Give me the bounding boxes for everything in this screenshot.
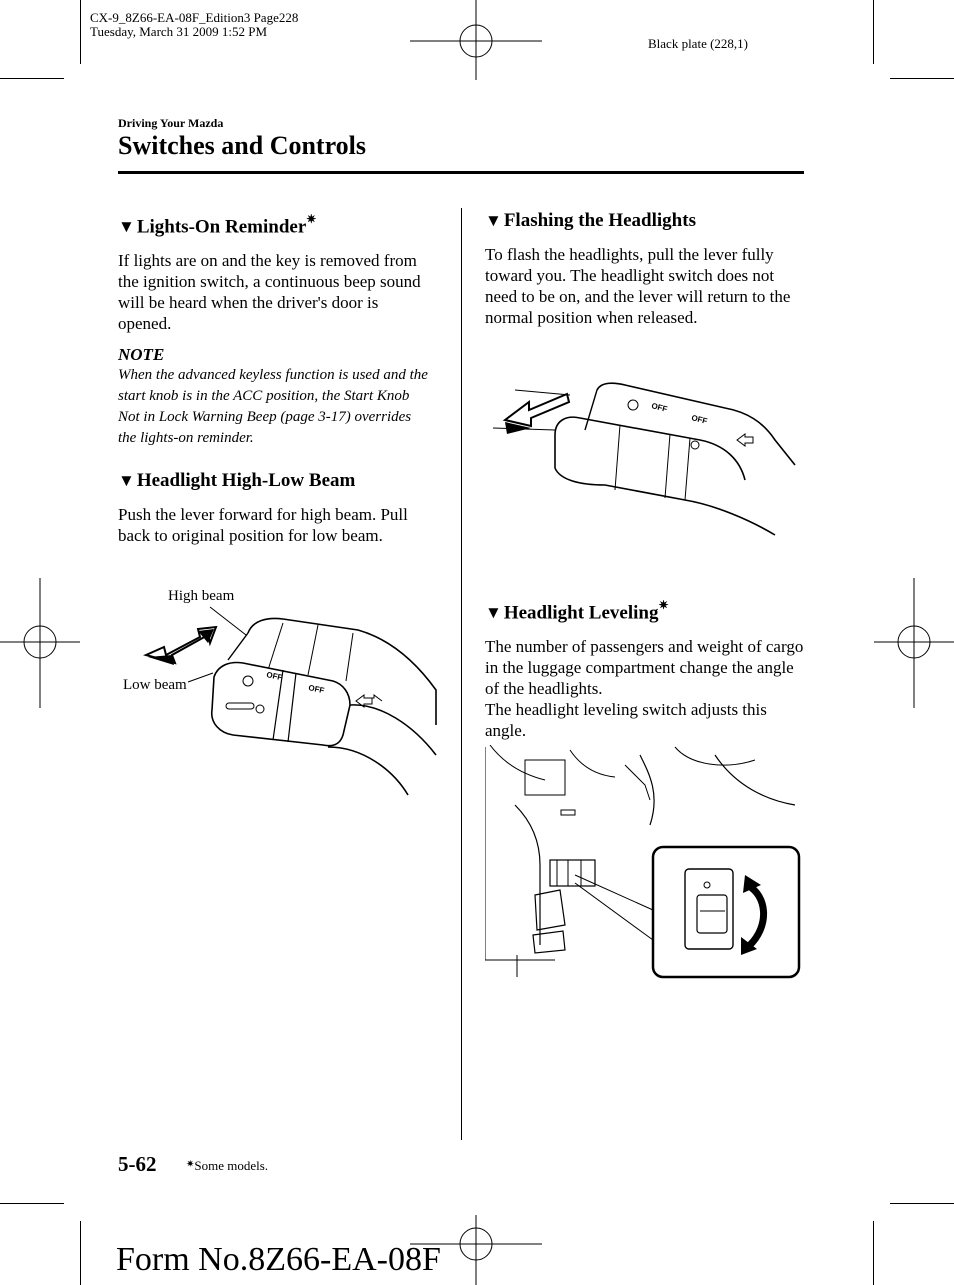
high-beam-label: High beam bbox=[168, 588, 235, 604]
footnote-text: Some models. bbox=[194, 1158, 269, 1173]
registration-mark-right-icon bbox=[874, 578, 954, 708]
headlight-lever-illustration-icon bbox=[118, 585, 438, 800]
chapter-label: Driving Your Mazda bbox=[118, 116, 224, 130]
section-headlight-leveling-heading bbox=[485, 596, 805, 624]
dashboard-leveling-illustration-icon bbox=[485, 745, 805, 980]
high-low-beam-text: Push the lever forward for high beam. Pull back to original position for low beam. bbox=[118, 505, 408, 546]
right-column-lower bbox=[485, 596, 805, 741]
off-label-4: OFF bbox=[690, 413, 709, 426]
headlight-leveling-text-1: The number of passengers and weight of cargo in the luggage compartment change the angle of the headlights. bbox=[485, 637, 804, 699]
column-divider bbox=[461, 208, 462, 1140]
section-title: Flashing the Headlights bbox=[503, 210, 696, 231]
flashing-headlights-figure bbox=[485, 360, 805, 540]
asterisk-icon: ✷ bbox=[658, 598, 669, 612]
asterisk-icon: ✷ bbox=[186, 1159, 195, 1170]
headlight-leveling-figure bbox=[485, 745, 805, 980]
section-title: Headlight Leveling bbox=[503, 602, 659, 624]
title-rule bbox=[118, 171, 804, 174]
down-triangle-icon: ▼ bbox=[485, 603, 502, 623]
flash-lever-illustration-icon bbox=[485, 360, 805, 540]
down-triangle-icon: ▼ bbox=[118, 471, 135, 491]
section-lights-on-reminder-heading bbox=[118, 210, 428, 238]
note-heading: NOTE bbox=[118, 345, 165, 365]
footnote bbox=[186, 1158, 268, 1174]
plate-label: Black plate (228,1) bbox=[648, 36, 748, 51]
right-column bbox=[485, 210, 805, 328]
off-label-3: OFF bbox=[650, 401, 669, 414]
note-text: When the advanced keyless function is used and the start knob is in the ACC position, the Start Knob Not in Lock Warning Beep (page 3-17) overrides the lights-on reminder. bbox=[118, 367, 428, 447]
flashing-headlights-text: To flash the headlights, pull the lever fully toward you. The headlight switch does not need to be on, and the lever will return to the normal position when released. bbox=[485, 245, 791, 327]
asterisk-icon: ✷ bbox=[306, 212, 317, 226]
form-number: Form No.8Z66-EA-08F bbox=[116, 1241, 441, 1278]
print-header-line1: CX-9_8Z66-EA-08F_Edition3 Page228 bbox=[90, 10, 299, 25]
headlight-leveling-text-2: The headlight leveling switch adjusts this angle. bbox=[485, 700, 767, 741]
registration-mark-top-icon bbox=[410, 0, 542, 80]
off-label-2: OFF bbox=[307, 683, 326, 696]
lights-on-reminder-text: If lights are on and the key is removed from the ignition switch, a continuous beep sound will be heard when the driver's door is opened. bbox=[118, 251, 421, 334]
low-beam-label: Low beam bbox=[123, 677, 187, 693]
page-number: 5-62 bbox=[118, 1152, 157, 1176]
page-title: Switches and Controls bbox=[118, 131, 367, 160]
down-triangle-icon: ▼ bbox=[485, 211, 502, 230]
high-low-beam-figure bbox=[118, 585, 438, 800]
section-high-low-beam-heading bbox=[118, 470, 428, 492]
section-title: Headlight High-Low Beam bbox=[136, 470, 356, 492]
registration-mark-left-icon bbox=[0, 578, 80, 708]
print-header-line2: Tuesday, March 31 2009 1:52 PM bbox=[90, 24, 268, 39]
down-triangle-icon: ▼ bbox=[118, 217, 135, 237]
left-column bbox=[118, 210, 428, 546]
section-flashing-headlights-heading bbox=[485, 210, 805, 232]
off-label-1: OFF bbox=[265, 670, 284, 683]
section-title: Lights-On Reminder bbox=[136, 216, 307, 238]
